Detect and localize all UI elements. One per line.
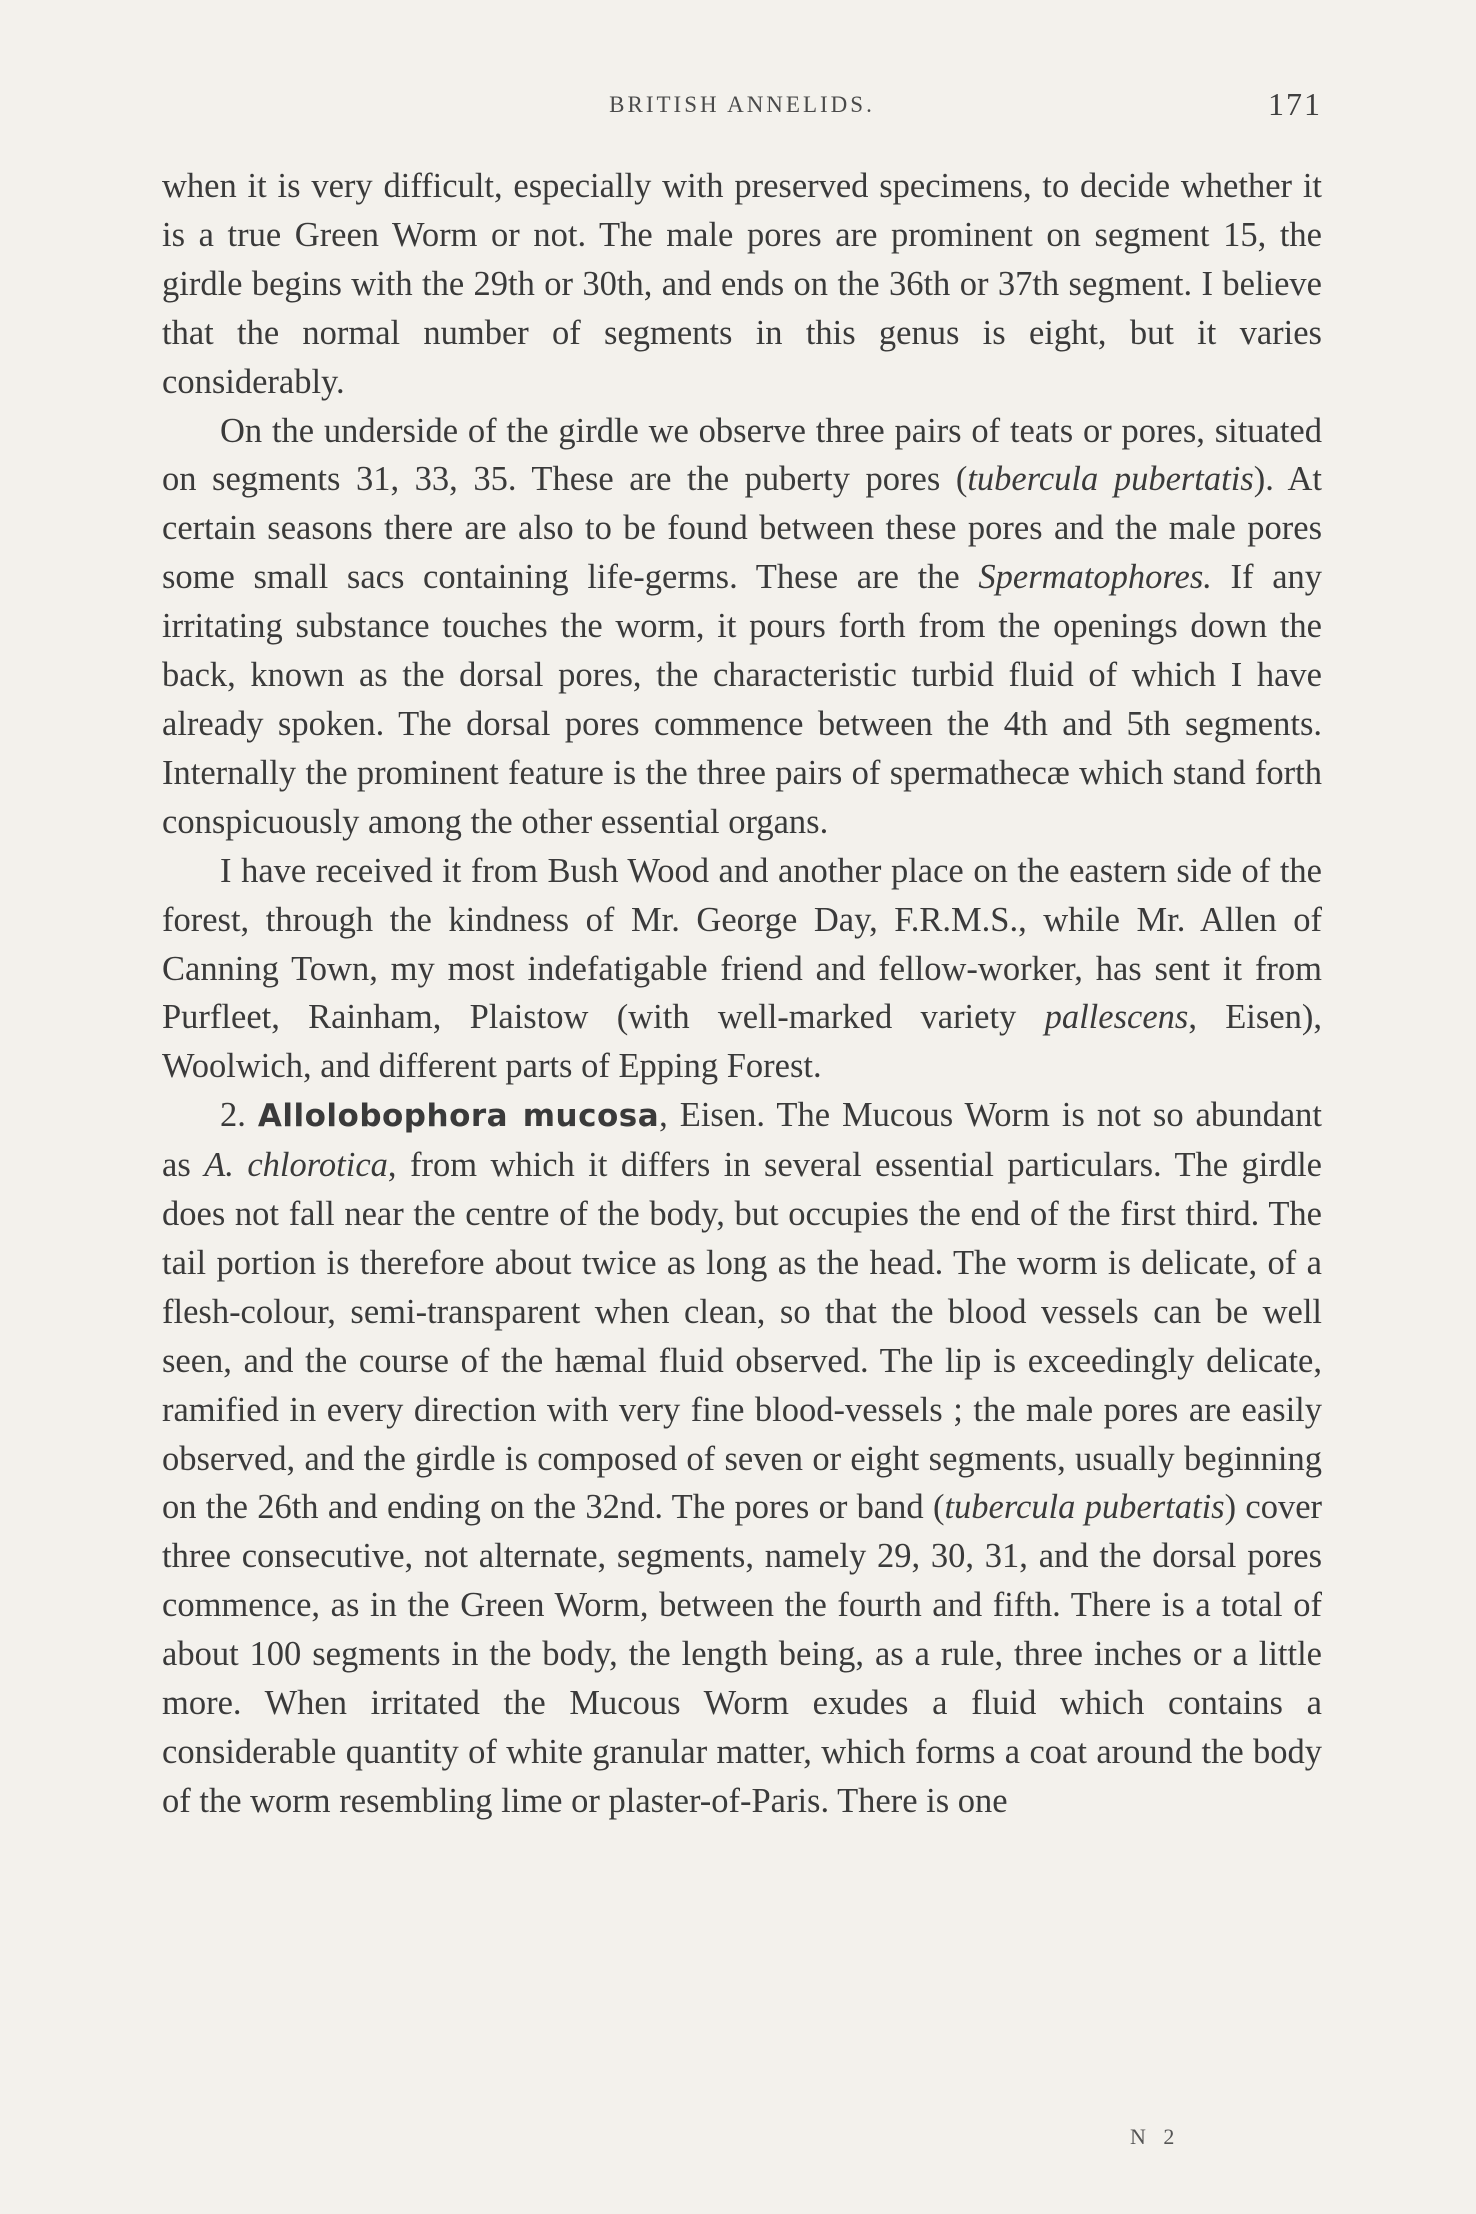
text-run: On the underside of the girdle we observe three pairs of teats or pores, situated on segments 31, 33, 35. These are the puberty pores (	[162, 411, 1322, 499]
text-run: when it is very difficult, especially with preserved specimens, to decide whether it is a true Green Worm or not. The male pores are prominent on segment 15, the girdle begins with the 29th or 30th, and ends on the 36th or 37th segment. I believe that the normal number of segments in this genus is eight, but it varies considerably.	[162, 167, 1322, 401]
text-run: If any irritating substance touches the worm, it pours forth from the openings down the back, known as the dorsal pores, the characteristic turbid fluid of which I have already spoken. The dorsal pores commence between the 4th and 5th segments. Internally the prominent feature is the three pairs of spermathecæ which stand forth conspicuously among the other essential organs.	[162, 558, 1323, 841]
species-name: Allolobophora mucosa	[257, 1098, 660, 1135]
italic-term: Spermatophores.	[978, 558, 1212, 597]
text-run: ) cover three consecutive, not alternate, segments, namely 29, 30, 31, and the dorsal pores commence, as in the Green Worm, between the fourth and fifth. There is a total of about 100 segments in the body, the length being, as a rule, three inches or a little more. When irritated the Mucous Worm exudes a fluid which contains a considerable quantity of white granular matter, which forms a coat around the body of the worm resembling lime or plaster-of-Paris. There is one	[162, 1488, 1322, 1820]
page-number: 171	[1268, 86, 1322, 122]
italic-term: tubercula pubertatis	[944, 1488, 1225, 1527]
italic-term: tubercula pubertatis	[967, 460, 1254, 499]
paragraph-3	[162, 847, 1322, 1092]
text-run: I have received it from Bush Wood and another place on the eastern side of the forest, through the kindness of Mr. George Day, F.R.M.S., while Mr. Allen of Canning Town, my most indefatigable friend and fellow-worker, has sent it from Purfleet, Rainham, Plaistow (with well-marked variety	[162, 851, 1322, 1037]
signature-mark: N 2	[1130, 2124, 1181, 2149]
text-run: , Eisen), Woolwich, and different parts of Epping Forest.	[162, 998, 1322, 1086]
italic-term: pallescens	[1044, 998, 1189, 1037]
paragraph-1	[162, 162, 1322, 407]
text-run: ). At certain seasons there are also to be found between these pores and the male pores some small sacs containing life-germs. These are the	[162, 460, 1322, 597]
body-text	[162, 162, 1322, 1826]
italic-term: A. chlorotica	[204, 1146, 388, 1185]
running-head: BRITISH ANNELIDS.	[609, 92, 875, 117]
text-run: , from which it differs in several essential particulars. The girdle does not fall near the centre of the body, but occupies the end of the first third. The tail portion is therefore about twice as long as the head. The worm is delicate, of a flesh-colour, semi-transparent when clean, so that the blood vessels can be well seen, and the course of the hæmal fluid observed. The lip is exceedingly delicate, ramified in every direction with very fine blood-vessels ; the male pores are easily observed, and the girdle is composed of seven or eight segments, usually beginning on the 26th and ending on the 32nd. The pores or band (	[162, 1146, 1322, 1527]
paragraph-2	[162, 407, 1322, 847]
text-run: 2.	[220, 1096, 258, 1135]
text-run: , Eisen. The Mucous Worm is not so abundant as	[162, 1096, 1323, 1185]
paragraph-4	[162, 1091, 1322, 1826]
page-header	[162, 86, 1322, 126]
